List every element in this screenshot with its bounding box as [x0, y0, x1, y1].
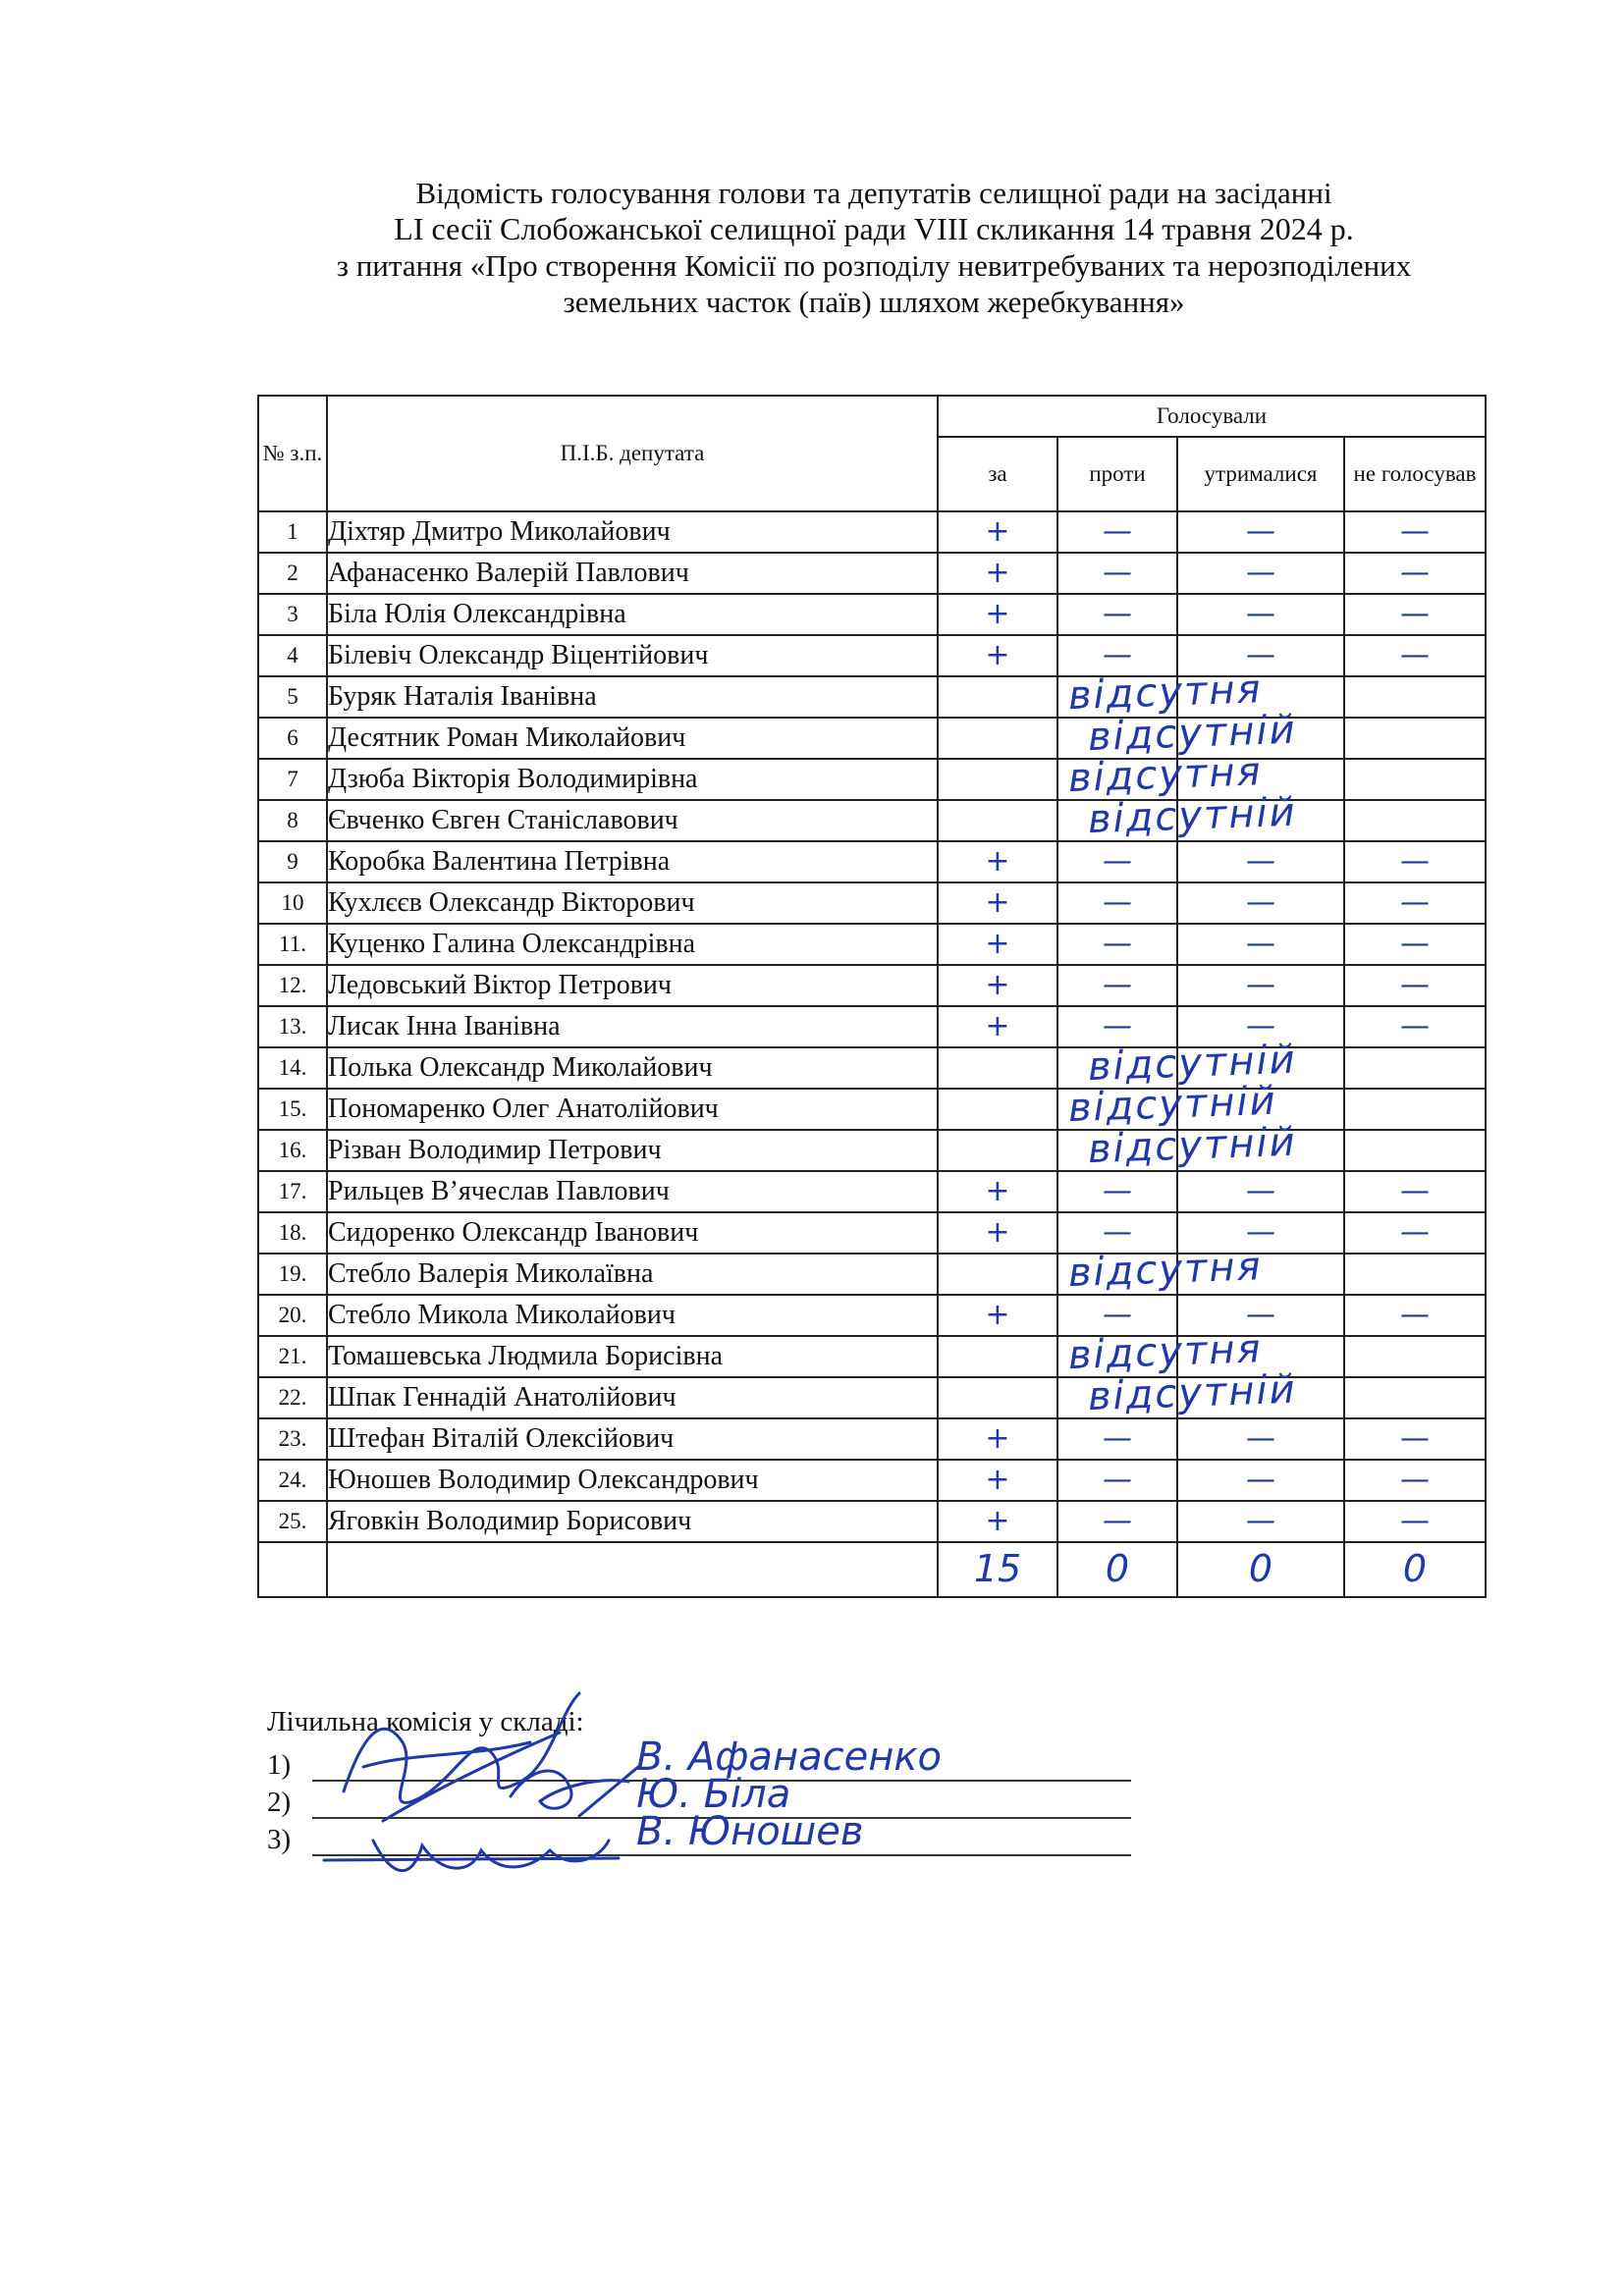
vote-mark: —: [1400, 1421, 1430, 1456]
vote-mark: —: [1400, 1463, 1430, 1497]
deputy-name: Дзюба Вікторія Володимирівна: [327, 759, 938, 800]
vote-not-voted-cell: [1344, 965, 1486, 1006]
row-number: 14.: [258, 1047, 327, 1089]
vote-against-cell: [1057, 749, 1264, 802]
table-row: [258, 1006, 1486, 1047]
header-against: проти: [1057, 437, 1177, 511]
deputy-name: Афанасенко Валерій Павлович: [327, 553, 938, 594]
vote-not-voted-cell: [1344, 1130, 1486, 1171]
row-number: 16.: [258, 1130, 327, 1171]
vote-mark: —: [1103, 1421, 1132, 1456]
vote-mark: +: [985, 1215, 1010, 1250]
table-row: [258, 882, 1486, 924]
deputy-name: Пономаренко Олег Анатолійович: [327, 1089, 938, 1130]
vote-mark: —: [1103, 556, 1132, 590]
vote-for-cell: [938, 1171, 1057, 1212]
vote-for-cell: [938, 1377, 1057, 1418]
vote-mark: —: [1246, 844, 1275, 879]
vote-not-voted-cell: [1344, 841, 1486, 882]
total-against: 0: [1057, 1542, 1177, 1597]
vote-not-voted-cell: [1344, 882, 1486, 924]
vote-against-cell: [1057, 1037, 1298, 1091]
member-name-handwritten: Ю. Біла: [636, 1772, 791, 1817]
vote-mark: —: [1246, 1215, 1275, 1250]
row-number: 9: [258, 841, 327, 882]
deputy-name: Євченко Євген Станіславович: [327, 800, 938, 841]
heading-line-3: з питання «Про створення Комісії по розподілу невитребуваних та нерозподілених: [336, 248, 1412, 283]
vote-abstain-cell: [1177, 1212, 1344, 1254]
vote-mark: —: [1400, 1504, 1430, 1538]
vote-mark: +: [985, 1504, 1010, 1538]
header-voted: Голосували: [938, 396, 1486, 437]
row-number: 2: [258, 553, 327, 594]
vote-for-cell: [938, 924, 1057, 965]
vote-mark: —: [1246, 927, 1275, 961]
row-number: 13.: [258, 1006, 327, 1047]
deputy-name: Білевіч Олександр Віцентійович: [327, 635, 938, 676]
vote-mark: +: [985, 556, 1010, 590]
member-name-handwritten: В. Афанасенко: [636, 1735, 942, 1780]
vote-mark: +: [985, 1298, 1010, 1332]
table-row: [258, 1254, 1486, 1295]
vote-against-cell: [1057, 882, 1177, 924]
vote-abstain-cell: [1177, 882, 1344, 924]
vote-abstain-cell: [1177, 1089, 1344, 1130]
vote-abstain-cell: [1177, 511, 1344, 553]
vote-against-cell: [1057, 594, 1177, 635]
vote-mark: —: [1246, 1504, 1275, 1538]
vote-not-voted-cell: [1344, 718, 1486, 759]
vote-abstain-cell: [1177, 1006, 1344, 1047]
vote-for-cell: [938, 635, 1057, 676]
vote-for-cell: [938, 1047, 1057, 1089]
vote-against-cell: [1057, 1460, 1177, 1501]
vote-mark: —: [1400, 1174, 1430, 1208]
document-heading: [147, 175, 1600, 320]
table-row: [258, 511, 1486, 553]
absent-mark: відсутній: [1087, 1037, 1298, 1091]
signature-2: [491, 1747, 668, 1826]
vote-for-cell: [938, 759, 1057, 800]
vote-mark: —: [1103, 1504, 1132, 1538]
vote-not-voted-cell: [1344, 1501, 1486, 1542]
row-number: 21.: [258, 1336, 327, 1377]
vote-abstain-cell: [1177, 1377, 1344, 1418]
heading-line-4: земельних часток (паїв) шляхом жеребкування»: [563, 285, 1185, 319]
vote-for-cell: [938, 1130, 1057, 1171]
table-row: [258, 1089, 1486, 1130]
vote-against-cell: [1057, 1295, 1177, 1336]
total-for: 15: [938, 1542, 1057, 1597]
vote-mark: —: [1103, 844, 1132, 879]
vote-mark: —: [1246, 1421, 1275, 1456]
vote-for-cell: [938, 1254, 1057, 1295]
vote-mark: +: [985, 927, 1010, 961]
row-number: 3: [258, 594, 327, 635]
row-number: 12.: [258, 965, 327, 1006]
vote-mark: —: [1103, 1009, 1132, 1043]
vote-mark: —: [1103, 1174, 1132, 1208]
vote-abstain-cell: [1177, 800, 1344, 841]
table-row: [258, 1336, 1486, 1377]
vote-for-cell: [938, 676, 1057, 718]
table-row: [258, 1295, 1486, 1336]
vote-mark: +: [985, 514, 1010, 549]
heading-line-1: Відомість голосування голови та депутатів селищної ради на засіданні: [415, 176, 1332, 210]
heading-line-2: LI сесії Слобожанської селищної ради VIII скликання 14 травня 2024 р.: [394, 211, 1354, 246]
vote-mark: —: [1103, 927, 1132, 961]
vote-against-cell: [1057, 1501, 1177, 1542]
vote-abstain-cell: [1177, 594, 1344, 635]
header-not-voted: не голосував: [1344, 437, 1486, 511]
vote-mark: —: [1103, 1463, 1132, 1497]
vote-mark: +: [985, 597, 1010, 631]
vote-for-cell: [938, 718, 1057, 759]
vote-abstain-cell: [1177, 1047, 1344, 1089]
vote-for-cell: [938, 841, 1057, 882]
vote-not-voted-cell: [1344, 594, 1486, 635]
member-index: 1): [267, 1749, 292, 1781]
vote-against-cell: [1057, 841, 1177, 882]
vote-against-cell: [1057, 635, 1177, 676]
vote-against-cell: [1057, 511, 1177, 553]
deputy-name: Яговкін Володимир Борисович: [327, 1501, 938, 1542]
vote-not-voted-cell: [1344, 676, 1486, 718]
deputy-name: Біла Юлія Олександрівна: [327, 594, 938, 635]
vote-abstain-cell: [1177, 553, 1344, 594]
vote-against-cell: [1057, 1119, 1298, 1173]
row-number: 4: [258, 635, 327, 676]
vote-for-cell: [938, 1460, 1057, 1501]
vote-mark: —: [1246, 638, 1275, 672]
vote-mark: —: [1103, 1298, 1132, 1332]
table-row: [258, 1460, 1486, 1501]
deputy-name: Десятник Роман Миколайович: [327, 718, 938, 759]
vote-for-cell: [938, 1295, 1057, 1336]
vote-for-cell: [938, 1006, 1057, 1047]
vote-mark: +: [985, 638, 1010, 672]
totals-empty-cell: [327, 1542, 938, 1597]
vote-mark: —: [1400, 968, 1430, 1002]
deputy-name: Стебло Валерія Миколаївна: [327, 1254, 938, 1295]
table-row: [258, 553, 1486, 594]
vote-mark: —: [1103, 1215, 1132, 1250]
vote-for-cell: [938, 511, 1057, 553]
row-number: 25.: [258, 1501, 327, 1542]
deputy-name: Коробка Валентина Петрівна: [327, 841, 938, 882]
vote-for-cell: [938, 882, 1057, 924]
vote-not-voted-cell: [1344, 1047, 1486, 1089]
vote-mark: —: [1246, 514, 1275, 549]
vote-mark: —: [1246, 1298, 1275, 1332]
deputy-name: Ледовський Віктор Петрович: [327, 965, 938, 1006]
absent-mark: відсутній: [1087, 707, 1298, 761]
vote-abstain-cell: [1177, 965, 1344, 1006]
vote-mark: —: [1400, 1215, 1430, 1250]
row-number: 5: [258, 676, 327, 718]
row-number: 11.: [258, 924, 327, 965]
vote-not-voted-cell: [1344, 1336, 1486, 1377]
row-number: 19.: [258, 1254, 327, 1295]
vote-not-voted-cell: [1344, 511, 1486, 553]
member-index: 2): [267, 1787, 292, 1818]
table-row: [258, 1130, 1486, 1171]
vote-abstain-cell: [1177, 1460, 1344, 1501]
table-row: [258, 1171, 1486, 1212]
vote-mark: +: [985, 1009, 1010, 1043]
total-not-voted: 0: [1344, 1542, 1486, 1597]
row-number: 22.: [258, 1377, 327, 1418]
row-number: 7: [258, 759, 327, 800]
deputy-name: Різван Володимир Петрович: [327, 1130, 938, 1171]
deputy-name: Кухлєєв Олександр Вікторович: [327, 882, 938, 924]
vote-abstain-cell: [1177, 1295, 1344, 1336]
signature-3: [314, 1821, 638, 1890]
deputy-name: Стебло Микола Миколайович: [327, 1295, 938, 1336]
vote-not-voted-cell: [1344, 800, 1486, 841]
vote-abstain-cell: [1177, 1501, 1344, 1542]
table-row: [258, 635, 1486, 676]
vote-mark: +: [985, 968, 1010, 1002]
vote-not-voted-cell: [1344, 759, 1486, 800]
vote-against-cell: [1057, 1366, 1298, 1420]
total-abstain: 0: [1177, 1542, 1344, 1597]
vote-mark: —: [1246, 556, 1275, 590]
vote-not-voted-cell: [1344, 1377, 1486, 1418]
vote-mark: —: [1400, 1298, 1430, 1332]
vote-against-cell: [1057, 1078, 1278, 1132]
vote-abstain-cell: [1177, 1254, 1344, 1295]
vote-against-cell: [1057, 707, 1298, 761]
vote-mark: —: [1246, 1174, 1275, 1208]
header-for: за: [938, 437, 1057, 511]
table-row: [258, 841, 1486, 882]
deputy-name: Буряк Наталія Іванівна: [327, 676, 938, 718]
deputy-name: Полька Олександр Миколайович: [327, 1047, 938, 1089]
row-number: 17.: [258, 1171, 327, 1212]
absent-mark: відсутня: [1067, 749, 1264, 802]
vote-not-voted-cell: [1344, 1418, 1486, 1460]
absent-mark: відсутній: [1087, 1119, 1298, 1173]
vote-abstain-cell: [1177, 841, 1344, 882]
vote-mark: —: [1103, 968, 1132, 1002]
vote-not-voted-cell: [1344, 1295, 1486, 1336]
vote-against-cell: [1057, 553, 1177, 594]
member-index: 3): [267, 1824, 292, 1855]
vote-abstain-cell: [1177, 1130, 1344, 1171]
table-row: [258, 718, 1486, 759]
vote-abstain-cell: [1177, 1418, 1344, 1460]
deputy-name: Юношев Володимир Олександрович: [327, 1460, 938, 1501]
header-abstain: утрималися: [1177, 437, 1344, 511]
table-row: [258, 759, 1486, 800]
vote-abstain-cell: [1177, 635, 1344, 676]
table-row: [258, 924, 1486, 965]
table-row: [258, 1418, 1486, 1460]
voting-table: [257, 395, 1487, 1598]
vote-against-cell: [1057, 1171, 1177, 1212]
vote-mark: +: [985, 1421, 1010, 1456]
row-number: 24.: [258, 1460, 327, 1501]
row-number: 8: [258, 800, 327, 841]
vote-against-cell: [1057, 1006, 1177, 1047]
vote-mark: —: [1400, 885, 1430, 920]
vote-for-cell: [938, 965, 1057, 1006]
vote-abstain-cell: [1177, 676, 1344, 718]
row-number: 18.: [258, 1212, 327, 1254]
totals-row: [258, 1542, 1486, 1597]
deputy-name: Томашевська Людмила Борисівна: [327, 1336, 938, 1377]
vote-for-cell: [938, 1418, 1057, 1460]
vote-mark: +: [985, 844, 1010, 879]
vote-mark: +: [985, 1174, 1010, 1208]
row-number: 10: [258, 882, 327, 924]
header-number: № з.п.: [258, 396, 327, 511]
absent-mark: відсутня: [1067, 667, 1264, 720]
vote-abstain-cell: [1177, 1336, 1344, 1377]
vote-not-voted-cell: [1344, 1089, 1486, 1130]
vote-mark: —: [1246, 597, 1275, 631]
vote-mark: —: [1400, 927, 1430, 961]
vote-mark: +: [985, 1463, 1010, 1497]
vote-not-voted-cell: [1344, 553, 1486, 594]
vote-abstain-cell: [1177, 759, 1344, 800]
row-number: 6: [258, 718, 327, 759]
vote-not-voted-cell: [1344, 635, 1486, 676]
vote-mark: —: [1400, 844, 1430, 879]
table-row: [258, 676, 1486, 718]
deputy-name: Шпак Геннадій Анатолійович: [327, 1377, 938, 1418]
vote-against-cell: [1057, 667, 1264, 720]
table-row: [258, 965, 1486, 1006]
table-row: [258, 594, 1486, 635]
absent-mark: відсутній: [1067, 1078, 1278, 1132]
table-row: [258, 1377, 1486, 1418]
vote-against-cell: [1057, 924, 1177, 965]
row-number: 1: [258, 511, 327, 553]
absent-mark: відсутній: [1087, 789, 1298, 843]
deputy-name: Рильцев В’ячеслав Павлович: [327, 1171, 938, 1212]
table-body: [258, 511, 1486, 1542]
vote-not-voted-cell: [1344, 1460, 1486, 1501]
vote-not-voted-cell: [1344, 1171, 1486, 1212]
vote-mark: —: [1103, 638, 1132, 672]
vote-not-voted-cell: [1344, 1006, 1486, 1047]
vote-mark: —: [1246, 968, 1275, 1002]
vote-mark: —: [1400, 597, 1430, 631]
vote-abstain-cell: [1177, 924, 1344, 965]
vote-not-voted-cell: [1344, 1254, 1486, 1295]
vote-against-cell: [1057, 789, 1298, 843]
vote-mark: —: [1103, 885, 1132, 920]
row-number: 20.: [258, 1295, 327, 1336]
vote-against-cell: [1057, 1244, 1264, 1297]
vote-mark: —: [1400, 514, 1430, 549]
deputy-name: Лисак Інна Іванівна: [327, 1006, 938, 1047]
vote-mark: —: [1400, 556, 1430, 590]
absent-mark: відсутній: [1087, 1366, 1298, 1420]
vote-mark: —: [1246, 1463, 1275, 1497]
table-row: [258, 1047, 1486, 1089]
vote-not-voted-cell: [1344, 1212, 1486, 1254]
vote-for-cell: [938, 1336, 1057, 1377]
totals-empty-cell: [258, 1542, 327, 1597]
deputy-name: Діхтяр Дмитро Миколайович: [327, 511, 938, 553]
vote-mark: —: [1400, 638, 1430, 672]
vote-for-cell: [938, 553, 1057, 594]
absent-mark: відсутня: [1067, 1244, 1264, 1297]
vote-for-cell: [938, 1501, 1057, 1542]
vote-against-cell: [1057, 1418, 1177, 1460]
table-row: [258, 1501, 1486, 1542]
header-name: П.І.Б. депутата: [327, 396, 938, 511]
vote-for-cell: [938, 1212, 1057, 1254]
vote-mark: —: [1103, 514, 1132, 549]
vote-mark: —: [1400, 1009, 1430, 1043]
row-number: 23.: [258, 1418, 327, 1460]
vote-mark: —: [1246, 885, 1275, 920]
vote-against-cell: [1057, 965, 1177, 1006]
vote-against-cell: [1057, 1326, 1264, 1379]
vote-not-voted-cell: [1344, 924, 1486, 965]
vote-abstain-cell: [1177, 1171, 1344, 1212]
deputy-name: Куценко Галина Олександрівна: [327, 924, 938, 965]
absent-mark: відсутня: [1067, 1326, 1264, 1379]
table-row: [258, 1212, 1486, 1254]
vote-abstain-cell: [1177, 718, 1344, 759]
vote-for-cell: [938, 594, 1057, 635]
deputy-name: Штефан Віталій Олексійович: [327, 1418, 938, 1460]
vote-mark: —: [1103, 597, 1132, 631]
vote-mark: +: [985, 885, 1010, 920]
vote-mark: —: [1246, 1009, 1275, 1043]
commission-title: Лічильна комісія у складі:: [267, 1706, 584, 1737]
table-row: [258, 800, 1486, 841]
vote-for-cell: [938, 1089, 1057, 1130]
member-name-handwritten: В. Юношев: [636, 1809, 864, 1854]
deputy-name: Сидоренко Олександр Іванович: [327, 1212, 938, 1254]
vote-against-cell: [1057, 1212, 1177, 1254]
row-number: 15.: [258, 1089, 327, 1130]
vote-for-cell: [938, 800, 1057, 841]
